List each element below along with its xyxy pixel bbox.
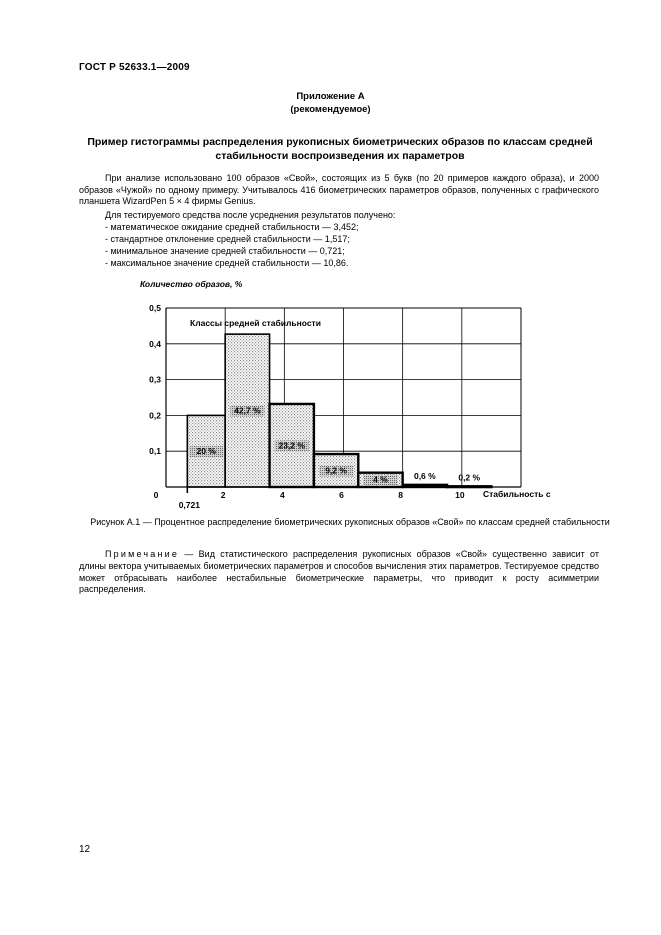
x-tick-label: 0 [153, 490, 159, 500]
document-header: ГОСТ Р 52633.1—2009 [79, 62, 190, 73]
y-tick-label: 0,1 [149, 446, 161, 457]
y-tick-label: 0,3 [149, 374, 161, 385]
histogram-chart [0, 270, 661, 515]
list-item: - стандартное отклонение средней стабильности — 1,517; [105, 234, 350, 244]
y-tick-label: 0,5 [149, 303, 161, 313]
note-paragraph [79, 549, 599, 596]
section-title: Пример гистограммы распределения рукописных биометрических образов по классам средней стабильности воспроизведения их параметров [87, 136, 593, 162]
min-marker-label: 0,721 [178, 500, 200, 510]
bar-value-label: 4 % [373, 474, 388, 485]
bar-value-label: 0,2 % [458, 472, 481, 483]
x-tick-label: 6 [339, 490, 344, 500]
x-tick-label: 2 [220, 490, 226, 500]
list-item: - минимальное значение средней стабильности — 0,721; [105, 246, 345, 256]
y-axis-label: Количество образов, % [140, 279, 243, 289]
page-number: 12 [79, 844, 91, 855]
x-tick-label: 10 [455, 490, 465, 500]
bar-value-label: 9,2 % [325, 465, 347, 476]
figure-caption: Рисунок А.1 — Процентное распределение биометрических рукописных образов «Свой» по классам средней стабильности [90, 517, 610, 527]
paragraph-2: Для тестируемого средства после усреднения результатов получено: [105, 210, 396, 220]
x-axis-label: Стабильность с [483, 489, 551, 499]
bar-value-label: 42,7 % [234, 405, 261, 416]
y-tick-label: 0,4 [149, 338, 161, 349]
x-tick-label: 8 [398, 490, 404, 500]
bar-value-label: 0,6 % [413, 470, 436, 481]
bar-value-label: 20 % [196, 446, 216, 457]
note-text: — Вид статистического распределения рукописных образов «Свой» существенно зависит от длины вектора учитываемых биометрических параметров и способов вычисления этих параметров. Тестируемое средство может отбрасывать наиболее нестабильные биометрические параметры, что приводит к росту асимметрии распределения. [79, 549, 599, 595]
appendix-subtitle: (рекомендуемое) [290, 104, 371, 115]
appendix-title: Приложение А [296, 91, 365, 102]
chart-title: Классы средней стабильности [190, 318, 321, 328]
bar-value-label: 23,2 % [278, 440, 305, 451]
x-tick-label: 4 [279, 490, 285, 500]
list-item: - математическое ожидание средней стабильности — 3,452; [105, 222, 359, 232]
list-item: - максимальное значение средней стабильности — 10,86. [105, 258, 349, 268]
paragraph-1: При анализе использовано 100 образов «Свой», состоящих из 5 букв (по 20 примеров каждого образа), и 2000 образов «Чужой» по одному примеру. Учитывалось 416 биометрических параметров образов, полученных с графического планшета WizardPen 5 × 4 фирмы Genius. [79, 173, 599, 207]
note-label: Примечание [105, 549, 180, 559]
y-tick-label: 0,2 [149, 410, 161, 421]
